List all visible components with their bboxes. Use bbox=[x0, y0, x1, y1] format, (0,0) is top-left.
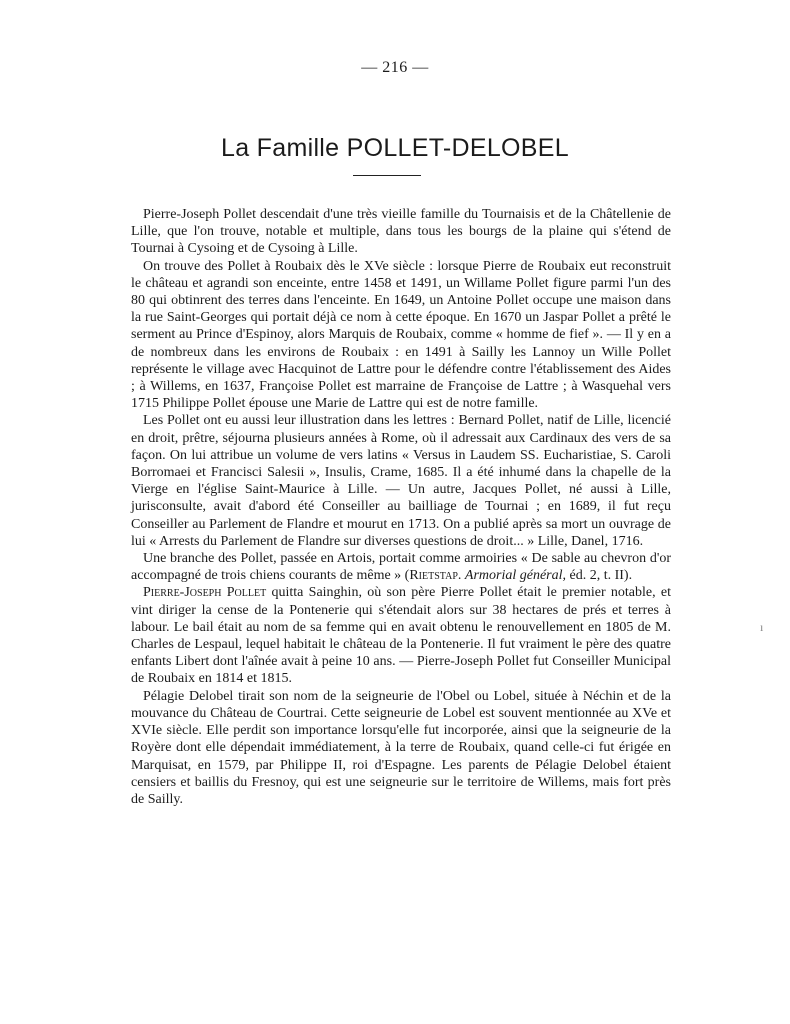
paragraph-letters: Les Pollet ont eu aussi leur illustration dans les lettres : Bernard Pollet, natif de Lille, licencié en droit, prêtre, séjourna plusieurs années à Rome, où il adressait aux Cardinaux des vers de sa façon. On lui attribue un volume de vers latins « Versus in Laudem SS. Eucharistiae, S. Caroli Borromaei et Francisci Salesii », Insulis, Crame, 1685. Il a été inhumé dans la chapelle de la Vierge en l'église Saint-Maurice à Lille. — Un autre, Jacques Pollet, né aussi à Lille, jurisconsulte, avait d'abord été Conseiller au bailliage de Tournai ; en 1689, il fut reçu Conseiller au Parlement de Flandre et mourut en 1713. On a publié après sa mort un ouvrage de lui « Arrests du Parlement de Flandre sur diverses questions de droit... » Lille, Danel, 1716. bbox=[131, 413, 671, 549]
armorial-work: Armorial général, bbox=[464, 568, 566, 584]
pierre-joseph-text: quitta Sainghin, où son père Pierre Pollet était le premier notable, et vint diriger la cense de la Pontenerie qui s'étendait alors sur 38 hectares de prés et terres à labour. Le bail était au nom de sa femme qui en avait obtenu le renouvellement en 1805 de M. Charles de Lespaul, lequel habitait le château de la Pontenerie. Il fut vraiment le père des quatre enfants Libert dont l'aînée avait à peine 10 ans. — Pierre-Joseph Pollet fut Conseiller Municipal de Roubaix en 1814 et 1815. bbox=[131, 585, 672, 687]
page-title: La Famille POLLET-DELOBEL bbox=[221, 134, 569, 162]
paragraph-roubaix: On trouve des Pollet à Roubaix dès le XVe siècle : lorsque Pierre de Roubaix eut reconstruit le château et agrandi son enceinte, entre 1458 et 1491, un Willame Pollet figure parmi l'un des 80 qui obtinrent des terres dans l'enceinte. En 1649, un Antoine Pollet occupe une maison dans la rue Saint-Georges qui portait déjà ce nom à cette époque. En 1670 un Jaspar Pollet a prêté le serment au Prince d'Espinoy, alors Marquis de Roubaix, comme « homme de fief ». — Il y en a de nombreux dans les environs de Roubaix : en 1491 à Sailly les Lannoy un Wille Pollet représente le village avec Hacquinot de Lattre pour le défendre contre l'établissement des Aides ; à Willems, en 1637, Françoise Pollet est marraine de Françoise de Lattre ; à Wasquehal vers 1715 Philippe Pollet épouse une Marie de Lattre qui est de notre famille. bbox=[131, 258, 671, 412]
paragraph-pelagie: Pélagie Delobel tirait son nom de la seigneurie de l'Obel ou Lobel, située à Néchin et de la mouvance du Château de Courtrai. Cette seigneurie de Lobel est souvent mentionnée au XVe et XVIe siècle. Elle perdit son importance lorsqu'elle fut incorporée, ainsi que la seigneurie de la Royère dont elle dépendait immédiatement, à la terre de Roubaix, quand celle-ci fut érigée en Marquisat, en 1579, par Philippe II, roi d'Espagne. Les parents de Pélagie Delobel étaient censiers et baillis du Fresnoy, qui est une seigneurie sur le territoire de Willems, mais fort près de Sailly. bbox=[131, 688, 671, 807]
armorial-text: Une branche des Pollet, passée en Artois, portait comme armoiries « De sable au chevron d'or accompagné de trois chiens courants de même » ( bbox=[131, 551, 671, 584]
pierre-joseph-name: Pierre-Joseph Pollet bbox=[143, 585, 267, 601]
page-number: — 216 — bbox=[361, 59, 429, 76]
paragraph-pierre-joseph bbox=[131, 584, 671, 687]
paragraph-origins: Pierre-Joseph Pollet descendait d'une très vieille famille du Tournaisis et de la Châtellenie de Lille, que l'on trouve, notable et multiple, dans tous les bourgs de la plaine qui s'étend de Tournai à Cysoing et de Cysoing à Lille. bbox=[131, 207, 671, 257]
armorial-end: éd. 2, t. II). bbox=[566, 568, 633, 584]
armorial-author: Rietstap. bbox=[409, 568, 462, 584]
scan-speck: ı bbox=[760, 620, 764, 634]
title-divider bbox=[353, 175, 421, 176]
article-body bbox=[131, 206, 671, 808]
paragraph-armorial bbox=[131, 550, 671, 584]
